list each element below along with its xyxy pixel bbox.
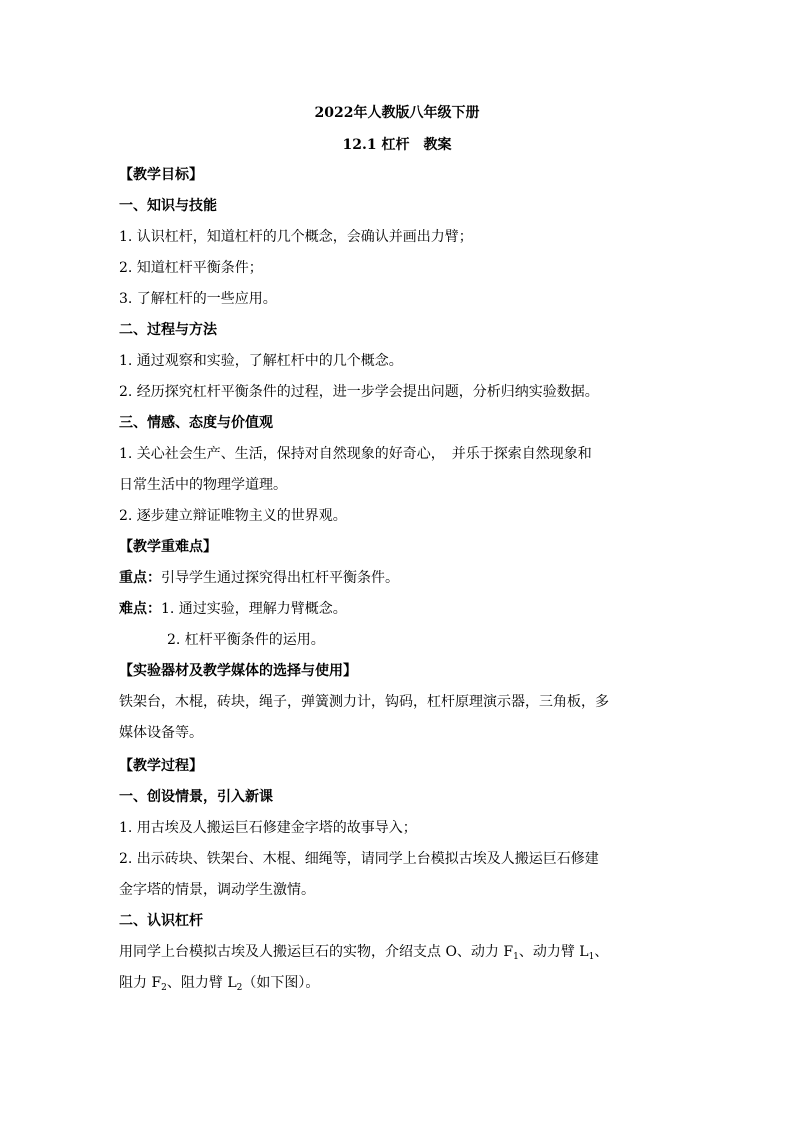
emotion-item-1-line-2: 日常生活中的物理学道理。 <box>119 477 287 493</box>
lever-heading: 二、认识杠杆 <box>119 913 203 929</box>
focus-label: 重点： <box>119 570 161 586</box>
lever-text-segment: 用同学上台模拟古埃及人搬运巨石的实物，介绍支点 O、动力 F <box>119 944 514 960</box>
subscript: 2 <box>236 983 243 993</box>
subscript: 1 <box>513 952 519 962</box>
objective-item-1: 1. 认识杠杆，知道杠杆的几个概念，会确认并画出力臂； <box>119 229 473 245</box>
intro-item-1: 1. 用古埃及人搬运巨石修建金字塔的故事导入； <box>119 820 417 836</box>
emotion-item-1-line-1: 1. 关心社会生产、生活，保持对自然现象的好奇心， 并乐于探索自然现象和 <box>119 446 592 462</box>
emotion-item-2: 2. 逐步建立辩证唯物主义的世界观。 <box>119 508 347 524</box>
lever-text-segment: 、动力臂 L <box>518 944 589 960</box>
focus-text: 引导学生通过探究得出杠杆平衡条件。 <box>161 570 399 586</box>
objective-item-3: 3. 了解杠杆的一些应用。 <box>119 291 277 307</box>
lever-paragraph-line-2 <box>119 973 679 993</box>
knowledge-skills-heading: 一、知识与技能 <box>119 198 217 214</box>
lever-text-segment: （如下图）。 <box>242 975 320 991</box>
lever-text-segment: 、阻力臂 L <box>166 975 237 991</box>
focus-line <box>119 568 679 588</box>
subscript: 2 <box>161 983 167 993</box>
materials-heading: 【实验器材及教学媒体的选择与使用】 <box>119 663 357 679</box>
lesson-title: 12.1 杠杆 教案 <box>342 137 452 153</box>
key-points-heading: 【教学重难点】 <box>119 539 217 555</box>
process-item-2: 2. 经历探究杠杆平衡条件的过程，进一步学会提出问题，分析归纳实验数据。 <box>119 384 599 400</box>
emotion-values-heading: 三、情感、态度与价值观 <box>119 415 273 431</box>
difficulty-item-1: 1. 通过实验，理解力臂概念。 <box>161 601 347 617</box>
difficulty-label: 难点： <box>119 601 161 617</box>
lever-paragraph-line-1 <box>119 942 679 962</box>
difficulty-line <box>119 599 679 619</box>
process-method-heading: 二、过程与方法 <box>119 322 217 338</box>
intro-item-2-line-2: 金字塔的情景，调动学生激情。 <box>119 882 315 898</box>
lever-text-segment: 、 <box>594 944 609 960</box>
materials-line-2: 媒体设备等。 <box>119 725 203 741</box>
objective-item-2: 2. 知道杠杆平衡条件； <box>119 260 263 276</box>
intro-item-2-line-1: 2. 出示砖块、铁架台、木棍、细绳等，请同学上台模拟古埃及人搬运巨石修建 <box>119 851 599 867</box>
difficulty-item-2: 2. 杠杆平衡条件的运用。 <box>167 632 325 648</box>
lever-text-segment: 阻力 F <box>119 975 162 991</box>
teaching-process-heading: 【教学过程】 <box>119 758 203 774</box>
materials-line-1: 铁架台，木棍，砖块，绳子，弹簧测力计，钩码，杠杆原理演示器，三角板，多 <box>119 694 609 710</box>
subscript: 1 <box>588 952 595 962</box>
process-item-1: 1. 通过观察和实验，了解杠杆中的几个概念。 <box>119 353 403 369</box>
document-title: 2022年人教版八年级下册 <box>314 105 480 121</box>
objectives-heading: 【教学目标】 <box>119 167 203 183</box>
intro-heading: 一、创设情景，引入新课 <box>119 789 273 805</box>
